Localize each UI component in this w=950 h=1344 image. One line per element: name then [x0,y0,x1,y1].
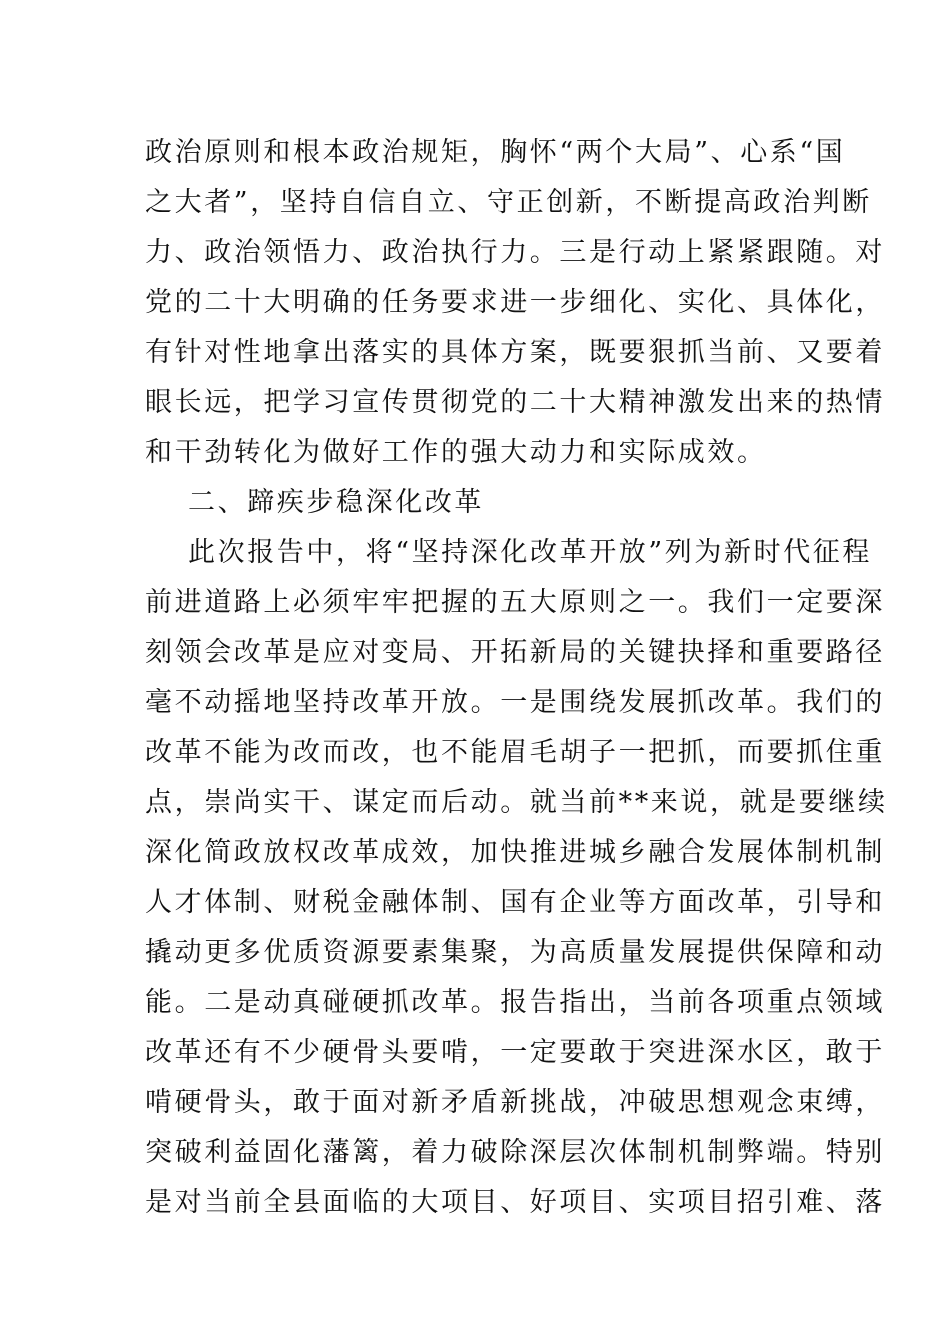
paragraph-start-line: 此次报告中，将“坚持深化改革开放”列为新时代征程 [188,537,873,568]
text-line: 深化简政放权改革成效，加快推进城乡融合发展体制机制 [145,837,885,868]
text-line: 人才体制、财税金融体制、国有企业等方面改革，引导和 [145,887,885,918]
text-line: 撬动更多优质资源要素集聚，为高质量发展提供保障和动 [145,937,885,968]
document-body [145,128,888,1228]
text-line: 是对当前全县面临的大项目、好项目、实项目招引难、落 [145,1187,885,1218]
text-line: 力、政治领悟力、政治执行力。三是行动上紧紧跟随。对 [145,237,885,268]
text-line: 能。二是动真碰硬抓改革。报告指出，当前各项重点领域 [145,987,885,1018]
text-line: 有针对性地拿出落实的具体方案，既要狠抓当前、又要着 [145,337,885,368]
text-line: 前进道路上必须牢牢把握的五大原则之一。我们一定要深 [145,587,885,618]
text-line: 和干劲转化为做好工作的强大动力和实际成效。 [145,437,767,468]
text-line: 改革还有不少硬骨头要啃，一定要敢于突进深水区，敢于 [145,1037,885,1068]
text-line: 之大者”，坚持自信自立、守正创新，不断提高政治判断 [145,187,872,218]
text-line: 党的二十大明确的任务要求进一步细化、实化、具体化， [145,287,885,318]
section-heading: 二、蹄疾步稳深化改革 [188,487,484,518]
text-line: 眼长远，把学习宣传贯彻党的二十大精神激发出来的热情 [145,387,885,418]
text-line: 啃硬骨头，敢于面对新矛盾新挑战，冲破思想观念束缚， [145,1087,885,1118]
text-line: 政治原则和根本政治规矩，胸怀“两个大局”、心系“国 [145,137,846,168]
text-line: 改革不能为改而改，也不能眉毛胡子一把抓，而要抓住重 [145,737,885,768]
text-line: 点，崇尚实干、谋定而后动。就当前**来说，就是要继续 [145,787,888,818]
text-line: 刻领会改革是应对变局、开拓新局的关键抉择和重要路径 [145,637,885,668]
text-line: 毫不动摇地坚持改革开放。一是围绕发展抓改革。我们的 [145,687,885,718]
text-line: 突破利益固化藩篱，着力破除深层次体制机制弊端。特别 [145,1137,885,1168]
